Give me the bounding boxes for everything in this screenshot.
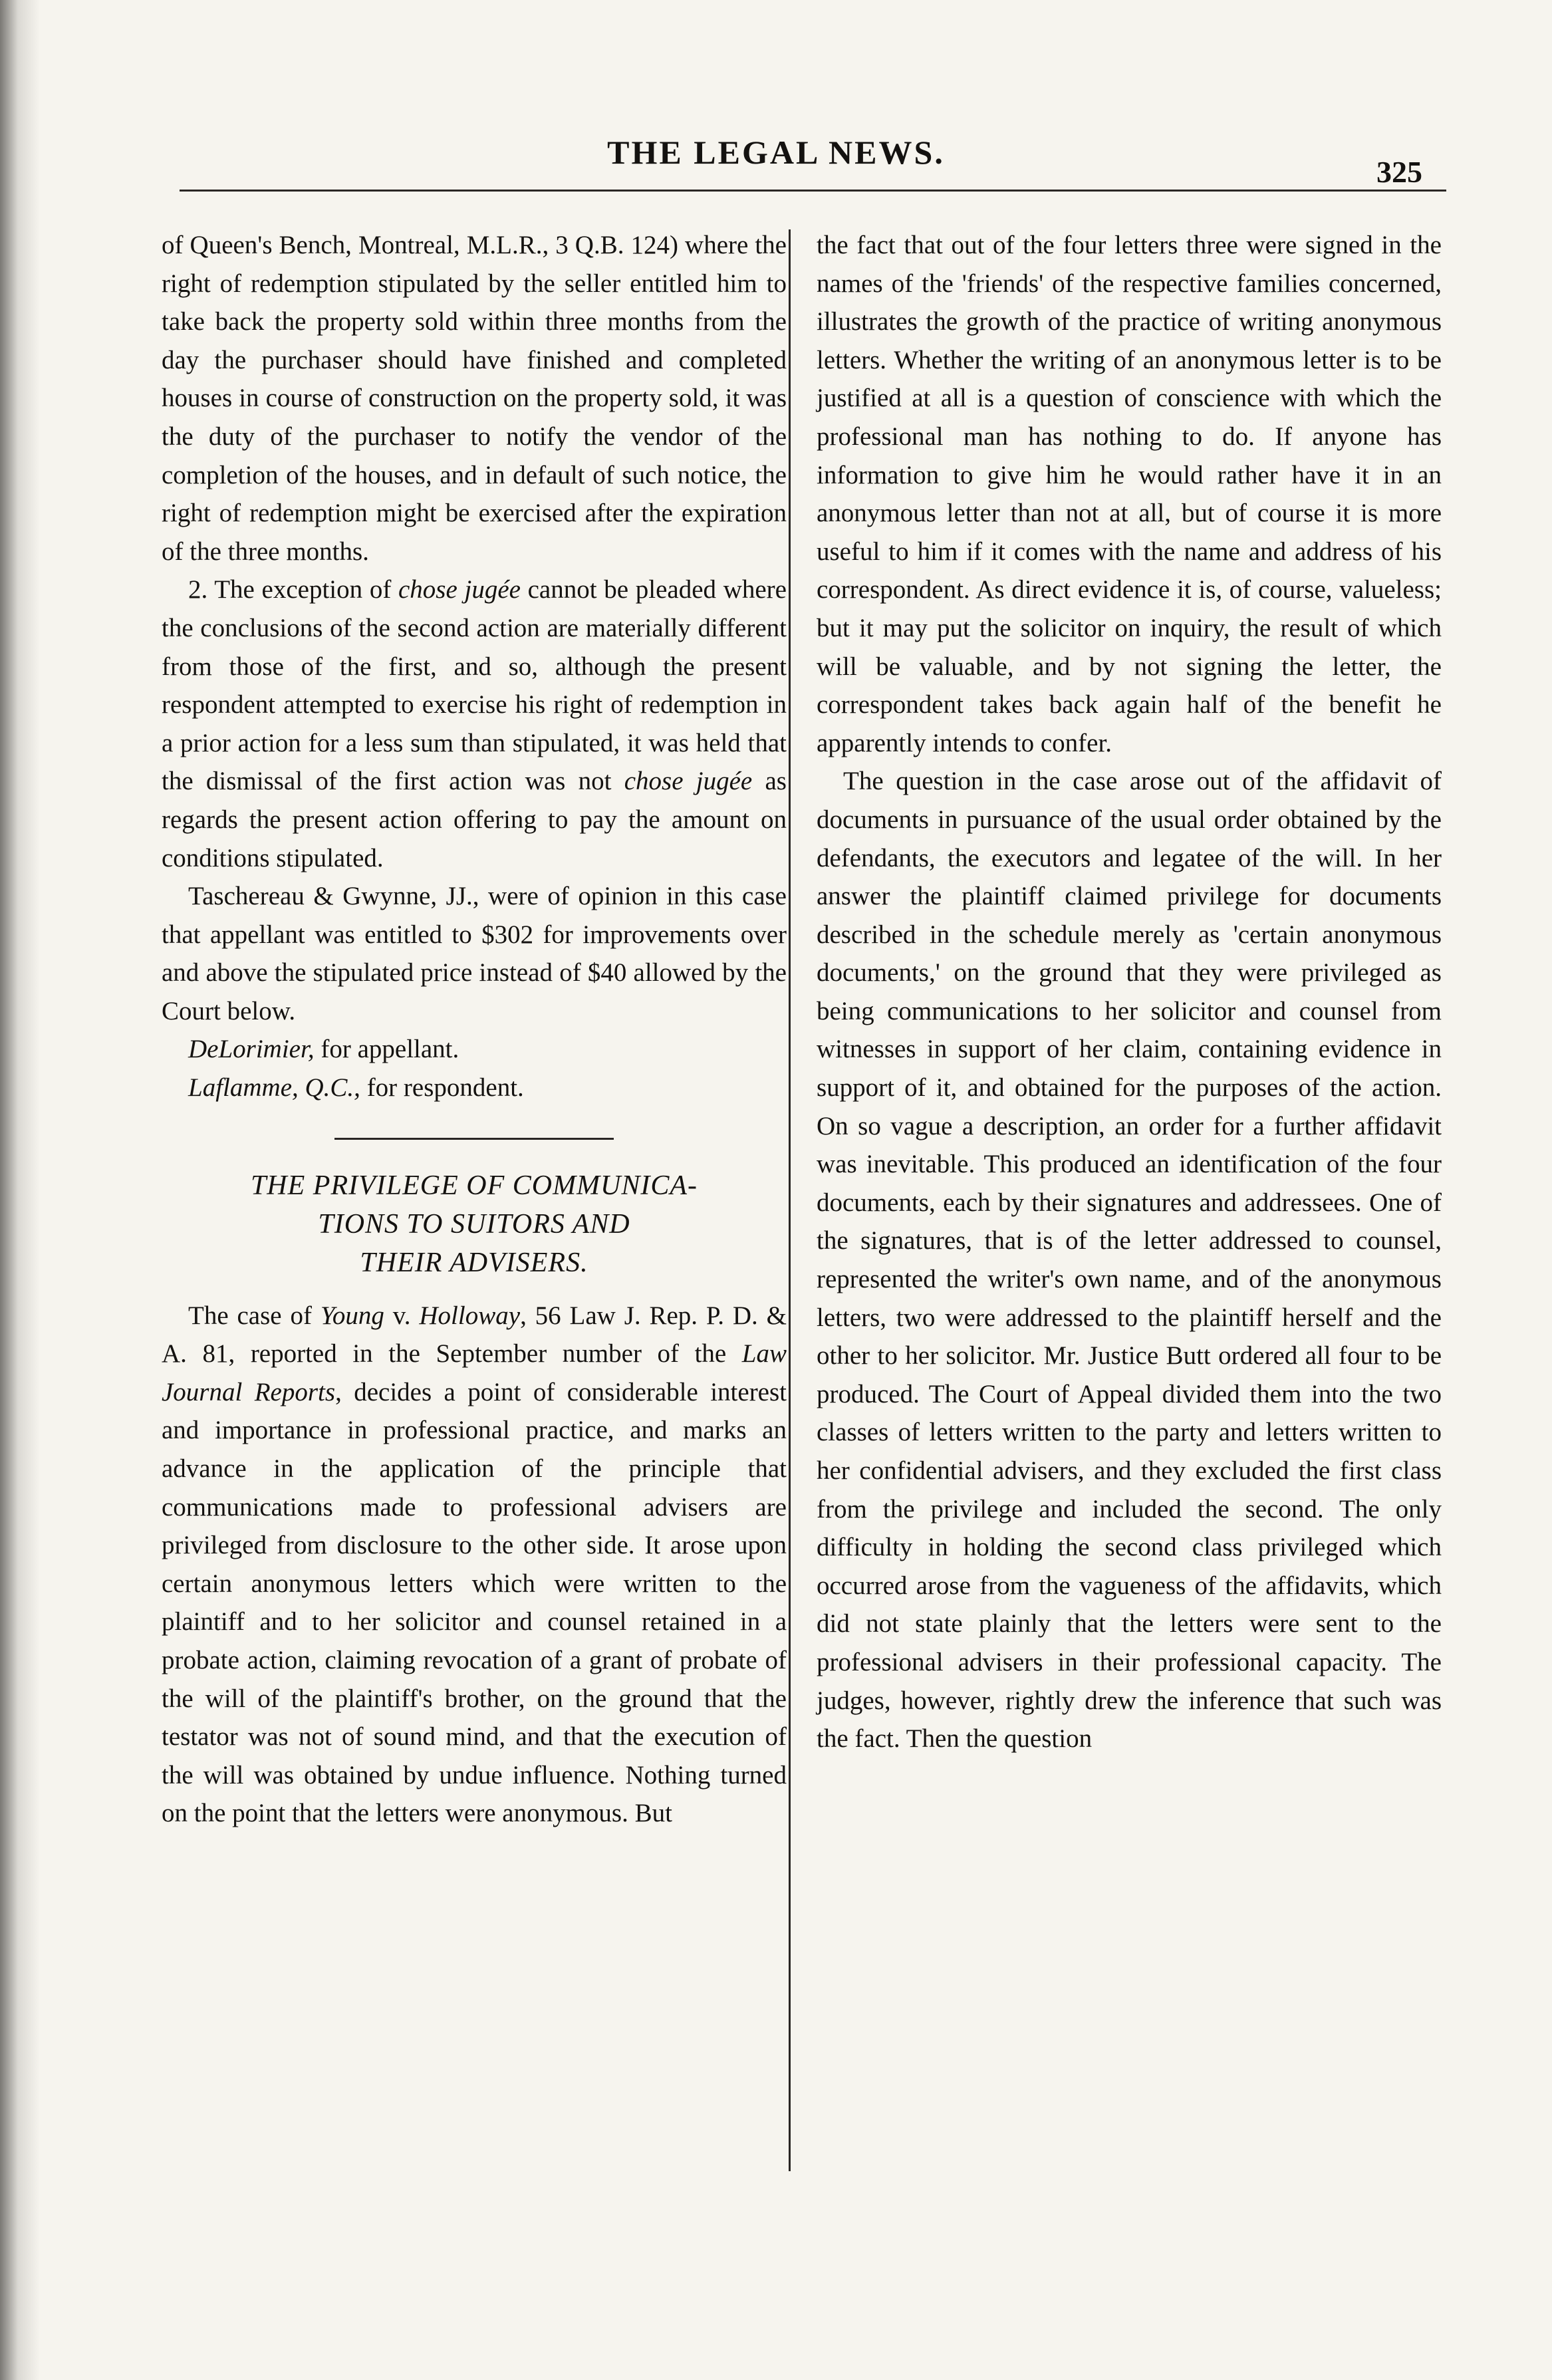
column-divider (789, 229, 791, 2171)
counsel-respondent-name: Laflamme, Q.C., (188, 1073, 360, 1103)
counsel-respondent (162, 1069, 787, 1107)
chose-jugee-term-1: chose jugée (398, 575, 521, 604)
right-paragraph-1: the fact that out of the four letters three were signed in the names of the 'friends' of the respective families concerned, illustrates the growth of the practice of writing anonymous letters. Whether the writing of an anonymous letter is to be justified at all is a question of conscience with which the professional man has nothing to do. If anyone has information to give him he would rather have it in an anonymous letter than not at all, but of course it is more useful to him if it comes with the name and address of his correspondent. As direct evidence it is, of course, valueless; but it may put the solicitor on inquiry, the result of which will be valuable, and by not signing the letter, the correspondent takes back again half of the benefit he apparently intends to confer. (817, 231, 1442, 757)
counsel-appellant-role: for appellant. (314, 1035, 459, 1064)
left-paragraph-1: of Queen's Bench, Montreal, M.L.R., 3 Q.B. 124) where the right of redemption stipulated by the seller entitled him to take back the property sold within three months from the day the purchaser should have finished and completed houses in course of construction on the property sold, it was the duty of the purchaser to notify the vendor of the completion of the houses, and in default of such notice, the right of redemption might be exercised after the expiration of the three months. (162, 231, 787, 566)
left-column (162, 226, 787, 1833)
section-heading (162, 1166, 787, 1282)
section-divider-rule (334, 1138, 614, 1140)
left-paragraph-2-text-a: 2. The exception of (188, 575, 398, 604)
running-header-title: THE LEGAL NEWS. (607, 134, 945, 171)
left-paragraph-4-text-b: , 56 Law J. Rep. P. D. & A. 81, reported in the September number of the (162, 1301, 787, 1369)
right-column (817, 226, 1442, 1758)
scanned-page-edge-shadow (0, 0, 40, 2380)
left-paragraph-4-text-a: The case of (188, 1301, 321, 1330)
journal-title: Law Journal Reports (162, 1339, 787, 1406)
case-name-young: Young (320, 1301, 384, 1330)
left-paragraph-2 (162, 571, 787, 877)
counsel-respondent-role: for respondent. (360, 1073, 524, 1103)
page-number: 325 (1376, 155, 1422, 189)
chose-jugee-term-2: chose jugée (624, 767, 753, 796)
section-heading-line-2: TIONS TO SUITORS AND (318, 1208, 630, 1240)
section-heading-line-1: THE PRIVILEGE OF COMMUNICA- (250, 1170, 698, 1201)
section-heading-line-3: THEIR ADVISERS. (360, 1247, 588, 1278)
left-paragraph-3: Taschereau & Gwynne, JJ., were of opinion in this case that appellant was entitled to $302 for improvements over and above the stipulated price instead of $40 allowed by the Court below. (162, 882, 787, 1025)
header-rule (180, 190, 1446, 192)
right-paragraph-2: The question in the case arose out of the affidavit of documents in pursuance of the usual order obtained by the defendants, the executors and legatee of the will. In her answer the plaintiff claimed privilege for documents described in the schedule merely as 'certain anonymous documents,' on the ground that they were privileged as being communications to her solicitor and counsel from witnesses in support of her claim, containing evidence in support of it, and obtained for the purposes of the action. On so vague a description, an order for a further affidavit was inevitable. This produced an identification of the four documents, each by their signatures and addressees. One of the signatures, that is of the letter addressed to counsel, represented the writer's own name, and of the anonymous letters, two were addressed to the plaintiff herself and the other to her solicitor. Mr. Justice Butt ordered all four to be produced. The Court of Appeal divided them into the two classes of letters written to the party and letters written to her confidential advisers, and they excluded the first class from the privilege and included the second. The only difficulty in holding the second class privileged which occurred arose from the vagueness of the affidavits, which did not state plainly that the letters were sent to the professional advisers in their professional capacity. The judges, however, rightly drew the inference that such was the fact. Then the question (817, 767, 1442, 1754)
left-paragraph-2-text-b: cannot be pleaded where the conclusions of the second action are materially different from those of the first, and so, although the present respondent attempted to exercise his right of redemption in a prior action for a less sum than stipulated, it was held that the dismissal of the first action was not (162, 575, 787, 796)
left-paragraph-2-text-c: as regards the present action offering to pay the amount on conditions stipulated. (162, 767, 787, 872)
case-name-holloway: Holloway (419, 1301, 521, 1330)
left-paragraph-4-text-c: , decides a point of considerable interest and importance in professional practice, and marks an advance in the application of the principle that communications made to professional advisers are privileged from disclosure to the other side. It arose upon certain anonymous letters which were written to the plaintiff and to her solicitor and counsel retained in a probate action, claiming revocation of a grant of probate of the will of the plaintiff's brother, on the ground that the testator was not of sound mind, and that the execution of the will was obtained by undue influence. Nothing turned on the point that the letters were anonymous. But (162, 1377, 787, 1828)
case-versus: v. (384, 1301, 420, 1330)
counsel-appellant (162, 1030, 787, 1069)
left-paragraph-4 (162, 1297, 787, 1833)
counsel-appellant-name: DeLorimier, (188, 1035, 315, 1064)
